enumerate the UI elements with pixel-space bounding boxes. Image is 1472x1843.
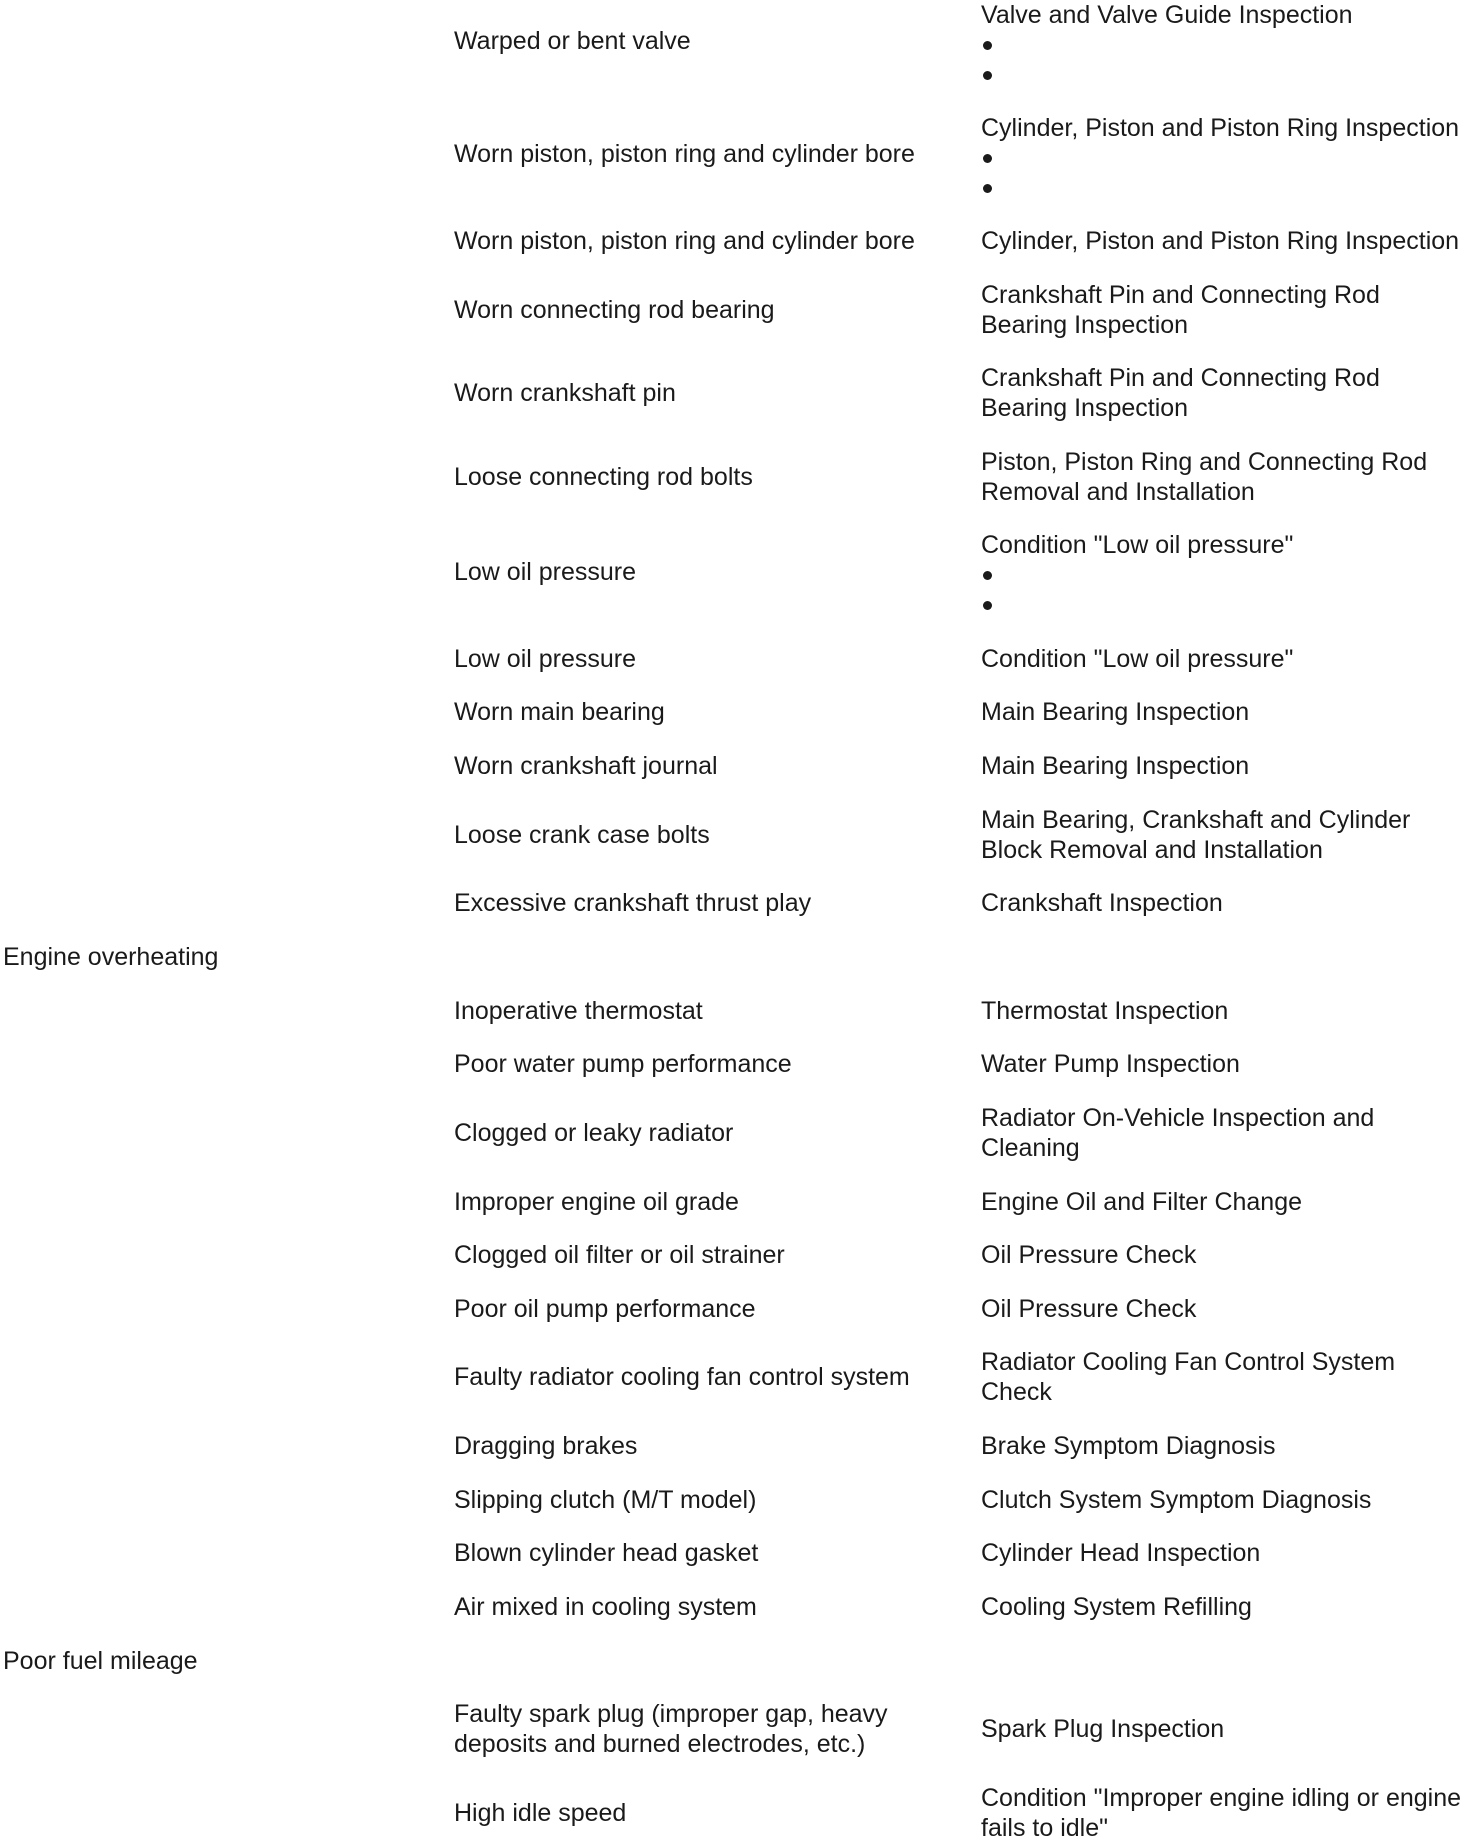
cause-text: Worn piston, piston ring and cylinder bore <box>454 140 915 168</box>
reference-link-text: Radiator Cooling Fan Control System <box>981 1348 1396 1376</box>
cause-text: Excessive crankshaft thrust play <box>454 889 812 917</box>
bullet-icon <box>981 60 1471 90</box>
condition-label: Engine overheating <box>3 943 219 971</box>
reference-link-text: Thermostat Inspection <box>981 997 1229 1025</box>
possible-cause <box>454 1538 954 1568</box>
correction-reference <box>981 1538 1471 1568</box>
correction-reference <box>981 888 1471 918</box>
correction-reference <box>981 363 1471 423</box>
correction-reference <box>981 530 1471 620</box>
cause-text: Low oil pressure <box>454 645 637 673</box>
correction-reference <box>981 1294 1471 1324</box>
correction-reference <box>981 447 1471 507</box>
reference-link-text: Cooling System Refilling <box>981 1593 1252 1621</box>
reference-link-text: Condition "Low oil pressure" <box>981 645 1294 673</box>
possible-cause <box>454 1485 954 1515</box>
correction-reference <box>981 805 1471 865</box>
reference-link-text: Crankshaft Pin and Connecting Rod <box>981 281 1380 309</box>
possible-cause <box>454 1592 954 1622</box>
possible-cause <box>454 26 954 56</box>
reference-link-text: Main Bearing Inspection <box>981 698 1250 726</box>
correction-reference <box>981 644 1471 674</box>
reference-link-text: Engine Oil and Filter Change <box>981 1188 1303 1216</box>
bullet-icon <box>981 173 1471 203</box>
possible-cause <box>454 888 954 918</box>
possible-cause <box>454 139 954 169</box>
reference-link-text: Clutch System Symptom Diagnosis <box>981 1486 1372 1514</box>
possible-cause <box>454 644 954 674</box>
reference-link-text: Main Bearing, Crankshaft and Cylinder <box>981 806 1411 834</box>
cause-text: Loose crank case bolts <box>454 821 710 849</box>
possible-cause <box>454 1699 954 1759</box>
reference-link-text: Condition "Low oil pressure" <box>981 531 1294 559</box>
possible-cause <box>454 1431 954 1461</box>
bullet-icon <box>981 560 1471 590</box>
possible-cause <box>454 1798 954 1828</box>
reference-link-text: Bearing Inspection <box>981 394 1189 422</box>
reference-link-text: Radiator On-Vehicle Inspection and <box>981 1104 1375 1132</box>
cause-text: Slipping clutch (M/T model) <box>454 1486 757 1514</box>
correction-reference <box>981 226 1471 256</box>
possible-cause <box>454 1187 954 1217</box>
cause-text: Inoperative thermostat <box>454 997 703 1025</box>
reference-link-text: Oil Pressure Check <box>981 1241 1197 1269</box>
possible-cause <box>454 697 954 727</box>
possible-cause <box>454 996 954 1026</box>
correction-reference <box>981 1431 1471 1461</box>
condition-label: Poor fuel mileage <box>3 1647 198 1675</box>
correction-reference <box>981 280 1471 340</box>
bullet-icon <box>981 590 1471 620</box>
reference-link-text: Brake Symptom Diagnosis <box>981 1432 1276 1460</box>
correction-reference <box>981 1347 1471 1407</box>
reference-link-text: fails to idle" <box>981 1814 1108 1842</box>
reference-link-text: Cylinder Head Inspection <box>981 1539 1261 1567</box>
cause-text: Worn piston, piston ring and cylinder bore <box>454 227 915 255</box>
reference-link-text: Cylinder, Piston and Piston Ring Inspection <box>981 227 1460 255</box>
cause-text: Dragging brakes <box>454 1432 638 1460</box>
possible-cause <box>454 751 954 781</box>
reference-link-text: Main Bearing Inspection <box>981 752 1250 780</box>
cause-text: Faulty spark plug (improper gap, heavy <box>454 1700 888 1728</box>
cause-text: Faulty radiator cooling fan control system <box>454 1363 910 1391</box>
cause-text: Low oil pressure <box>454 558 637 586</box>
cause-text: Clogged or leaky radiator <box>454 1119 734 1147</box>
correction-reference <box>981 0 1471 90</box>
possible-cause <box>454 1049 954 1079</box>
reference-link-text: Check <box>981 1378 1052 1406</box>
correction-reference <box>981 1783 1471 1843</box>
correction-reference <box>981 996 1471 1026</box>
cause-text: Air mixed in cooling system <box>454 1593 757 1621</box>
possible-cause <box>454 557 954 587</box>
possible-cause <box>454 295 954 325</box>
reference-link-text: Valve and Valve Guide Inspection <box>981 1 1353 29</box>
reference-link-text: Condition "Improper engine idling or engine <box>981 1784 1462 1812</box>
reference-link-text: Water Pump Inspection <box>981 1050 1240 1078</box>
cause-text: Loose connecting rod bolts <box>454 463 753 491</box>
correction-reference <box>981 697 1471 727</box>
reference-link-text: Cleaning <box>981 1134 1080 1162</box>
reference-link-text: Cylinder, Piston and Piston Ring Inspection <box>981 114 1460 142</box>
correction-reference <box>981 113 1471 203</box>
cause-text: Worn main bearing <box>454 698 665 726</box>
correction-reference <box>981 1592 1471 1622</box>
cause-text: Clogged oil filter or oil strainer <box>454 1241 785 1269</box>
correction-reference <box>981 1240 1471 1270</box>
reference-link-text: Removal and Installation <box>981 478 1255 506</box>
possible-cause <box>454 226 954 256</box>
reference-link-text: Block Removal and Installation <box>981 836 1323 864</box>
possible-cause <box>454 1240 954 1270</box>
cause-text: Poor water pump performance <box>454 1050 792 1078</box>
possible-cause <box>454 820 954 850</box>
cause-text: deposits and burned electrodes, etc.) <box>454 1730 866 1758</box>
correction-reference <box>981 1103 1471 1163</box>
possible-cause <box>454 1362 954 1392</box>
correction-reference <box>981 1187 1471 1217</box>
cause-text: Worn crankshaft journal <box>454 752 718 780</box>
cause-text: High idle speed <box>454 1799 627 1827</box>
possible-cause <box>454 1294 954 1324</box>
possible-cause <box>454 1118 954 1148</box>
reference-link-text: Oil Pressure Check <box>981 1295 1197 1323</box>
cause-text: Poor oil pump performance <box>454 1295 756 1323</box>
bullet-icon <box>981 143 1471 173</box>
correction-reference <box>981 1714 1471 1744</box>
correction-reference <box>981 751 1471 781</box>
possible-cause <box>454 462 954 492</box>
reference-link-text: Bearing Inspection <box>981 311 1189 339</box>
cause-text: Worn crankshaft pin <box>454 379 676 407</box>
cause-text: Warped or bent valve <box>454 27 691 55</box>
cause-text: Worn connecting rod bearing <box>454 296 775 324</box>
bullet-icon <box>981 30 1471 60</box>
correction-reference <box>981 1049 1471 1079</box>
reference-link-text: Piston, Piston Ring and Connecting Rod <box>981 448 1428 476</box>
reference-link-text: Spark Plug Inspection <box>981 1715 1225 1743</box>
possible-cause <box>454 378 954 408</box>
correction-reference <box>981 1485 1471 1515</box>
cause-text: Improper engine oil grade <box>454 1188 739 1216</box>
cause-text: Blown cylinder head gasket <box>454 1539 759 1567</box>
reference-link-text: Crankshaft Inspection <box>981 889 1223 917</box>
reference-link-text: Crankshaft Pin and Connecting Rod <box>981 364 1380 392</box>
